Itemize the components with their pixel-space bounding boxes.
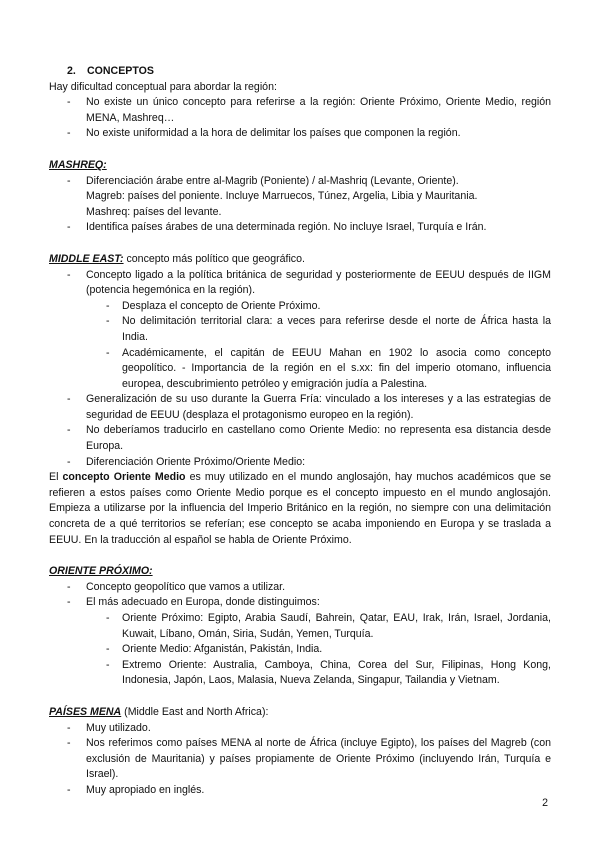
- list-item-text: - Concepto ligado a la política británica de seguridad y posteriormente de EEUU después de IIGM (potencia hegemónica en la región).: [86, 268, 551, 297]
- paragraph-pre: El: [49, 471, 63, 484]
- paragraph-post: es muy utilizado en el mundo anglosajón, hay muchos académicos que se refieren a estos países como Oriente Medio porque es el concepto impuesto en el mundo anglosajón. Empieza a utilizarse por la influencia del Imperio Británico en la región, no siempre con una delimitación concreta de a qué territorios se referían; ese concepto se acaba imponiendo en Europa y se traslada a EEUU. En la traducción al español se habla de Oriente Próximo.: [49, 471, 551, 546]
- list-item: - Muy apropiado en inglés.: [49, 783, 551, 799]
- list-item-text: - Diferenciación árabe entre al-Magrib (Poniente) / al-Mashriq (Levante, Oriente).: [86, 174, 459, 187]
- list-item-subline: Magreb: países del poniente. Incluye Marruecos, Túnez, Argelia, Libia y Mauritania.: [86, 190, 478, 203]
- mashreq-list: [49, 174, 551, 236]
- section-title-text: CONCEPTOS: [87, 65, 154, 77]
- document-content: [49, 64, 551, 799]
- intro-list: [49, 95, 551, 142]
- mena-heading-tail: (Middle East and North Africa):: [121, 705, 269, 718]
- middle-east-heading-text: MIDDLE EAST:: [49, 252, 124, 265]
- list-item: - Concepto geopolítico que vamos a utilizar.: [49, 580, 551, 596]
- list-item: - Identifica países árabes de una determinada región. No incluye Israel, Turquía e Irán.: [49, 220, 551, 236]
- mashreq-heading-text: MASHREQ:: [49, 158, 107, 171]
- oriente-proximo-list: [49, 580, 551, 689]
- list-item: [49, 595, 551, 689]
- oriente-proximo-sublist: [86, 611, 551, 689]
- paragraph-bold: concepto Oriente Medio: [62, 471, 186, 484]
- list-item: [49, 174, 551, 221]
- list-item: - No existe un único concepto para referirse a la región: Oriente Próximo, Oriente Medio, región MENA, Mashreq…: [49, 95, 551, 126]
- middle-east-heading: [49, 252, 551, 268]
- list-item: - Diferenciación Oriente Próximo/Oriente Medio:: [49, 455, 551, 471]
- page-number: 2: [542, 797, 548, 809]
- list-item: [49, 268, 551, 393]
- list-item: - Nos referimos como países MENA al norte de África (incluye Egipto), los países del Magreb (con exclusión de Mauritania) y países propiamente de Oriente Próximo (incluyendo Irán, Turquía e Israel).: [49, 736, 551, 783]
- intro-lead: Hay dificultad conceptual para abordar la región:: [49, 80, 277, 93]
- sublist-item: - No delimitación territorial clara: a veces para referirse desde el norte de África hasta la India.: [86, 314, 551, 345]
- mena-list: [49, 721, 551, 799]
- section-title: [49, 64, 551, 80]
- sublist-item: - Oriente Medio: Afganistán, Pakistán, India.: [86, 642, 551, 658]
- sublist-item: - Oriente Próximo: Egipto, Arabia Saudí, Bahrein, Qatar, EAU, Irak, Irán, Israel, Jordania, Kuwait, Líbano, Omán, Siria, Sudán, Yemen, Turquía.: [86, 611, 551, 642]
- middle-east-heading-tail: concepto más político que geográfico.: [123, 252, 305, 265]
- list-item: - Muy utilizado.: [49, 721, 551, 737]
- list-item-subline: Mashreq: países del levante.: [86, 205, 222, 218]
- mena-heading: [49, 705, 551, 721]
- middle-east-sublist: [86, 299, 551, 393]
- list-item: - No existe uniformidad a la hora de delimitar los países que componen la región.: [49, 126, 551, 142]
- sublist-item: - Desplaza el concepto de Oriente Próximo.: [86, 299, 551, 315]
- list-item: - No deberíamos traducirlo en castellano como Oriente Medio: no representa esa distancia desde Europa.: [49, 423, 551, 454]
- oriente-proximo-heading: [49, 564, 551, 580]
- middle-east-list: [49, 268, 551, 471]
- list-item: - Generalización de su uso durante la Guerra Fría: vinculado a los intereses y a las estrategias de seguridad de EEUU (desplaza el protagonismo europeo en la región).: [49, 392, 551, 423]
- oriente-proximo-heading-text: ORIENTE PRÓXIMO:: [49, 565, 153, 578]
- sublist-item: - Extremo Oriente: Australia, Camboya, China, Corea del Sur, Filipinas, Hong Kong, Indonesia, Japón, Laos, Malasia, Nueva Zelanda, Singapur, Tailandia y Vietnam.: [86, 658, 551, 689]
- middle-east-paragraph: [49, 470, 551, 548]
- mena-heading-text: PAÍSES MENA: [49, 705, 122, 718]
- mashreq-heading: [49, 158, 551, 174]
- list-item-text: - El más adecuado en Europa, donde distinguimos:: [86, 596, 320, 609]
- section-number: 2.: [67, 65, 76, 77]
- sublist-item: - Académicamente, el capitán de EEUU Mahan en 1902 lo asocia como concepto geopolítico. - Importancia de la región en el s.xx: fin del imperio otomano, influencia europea, descubrimiento petróleo y emigración judía a Palestina.: [86, 346, 551, 393]
